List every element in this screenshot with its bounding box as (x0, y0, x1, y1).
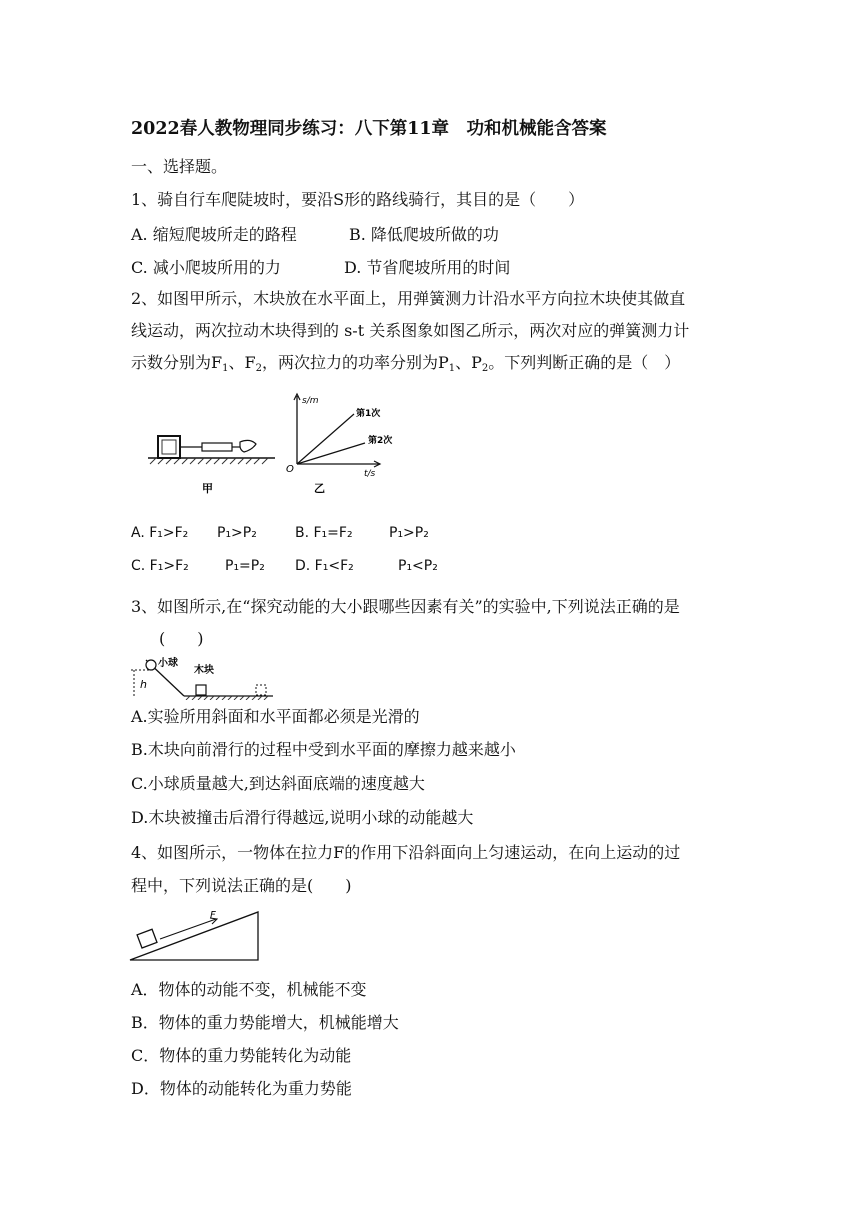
question-2-option-a-force: A. F₁>F₂ (131, 525, 189, 541)
jia-label: 甲 (202, 482, 213, 495)
question-3-stem: 3、如图所示,在“探究动能的大小跟哪些因素有关”的实验中,下列说法正确的是 (131, 597, 680, 616)
document-title: 2022春人教物理同步练习：八下第11章 功和机械能含答案 (131, 119, 607, 139)
q3-block-label: 木块 (194, 665, 214, 676)
question-1-option-d: D. 节省爬坡所用的时间 (344, 258, 511, 277)
question-3-paren: ( ) (159, 629, 204, 648)
jia-hand (240, 440, 256, 452)
question-4-option-b: B．物体的重力势能增大，机械能增大 (131, 1013, 399, 1032)
question-4-figure (128, 908, 263, 964)
q4-object (137, 929, 157, 948)
yi-series-2-line (297, 443, 365, 464)
q3-wood-block (196, 685, 206, 695)
yi-x-axis-label: t/s (364, 469, 376, 479)
question-1-option-c: C. 减小爬坡所用的力 (131, 258, 281, 277)
yi-label: 乙 (314, 482, 325, 495)
question-3-option-a: A.实验所用斜面和水平面都必须是光滑的 (131, 707, 420, 726)
question-2-option-d-power: P₁<P₂ (398, 558, 438, 574)
q3-ball (146, 660, 156, 670)
question-4-option-d: D．物体的动能转化为重力势能 (131, 1079, 352, 1098)
yi-series-1-line (297, 414, 354, 464)
question-2-option-c-power: P₁=P₂ (225, 558, 265, 574)
q3-h-label: h (140, 678, 147, 691)
question-1-stem: 1、骑自行车爬陡坡时，要沿S形的路线骑行，其目的是（ ） (131, 190, 585, 209)
question-1-option-a: A. 缩短爬坡所走的路程 (131, 225, 297, 244)
yi-series-1-label: 第1次 (356, 409, 381, 419)
question-2-option-d-force: D. F₁<F₂ (295, 558, 354, 574)
question-2-line-2: 线运动，两次拉动木块得到的 s-t 关系图象如图乙所示，两次对应的弹簧测力计 (131, 321, 690, 340)
question-3-figure (128, 654, 278, 700)
question-2-figure-svg (140, 388, 400, 498)
question-2-figure (140, 388, 400, 498)
section-heading: 一、选择题。 (131, 157, 228, 176)
question-1-option-b: B. 降低爬坡所做的功 (349, 225, 499, 244)
question-2-option-a-power: P₁>P₂ (217, 525, 257, 541)
question-4-figure-svg (128, 908, 263, 964)
question-3-option-c: C.小球质量越大,到达斜面底端的速度越大 (131, 774, 425, 793)
question-2-option-b-power: P₁>P₂ (389, 525, 429, 541)
jia-wood-block (158, 436, 180, 458)
question-4-option-a: A．物体的动能不变，机械能不变 (131, 980, 367, 999)
question-2-line-3: 示数分别为$F_1$、$F_2$，两次拉力的功率分别为$P_1$、$P_2$。下列判断正确的是（ ） (131, 353, 681, 374)
jia-spring-scale (202, 443, 232, 451)
q4-force-label: F (210, 910, 216, 921)
q3-block-moved (256, 685, 266, 695)
question-2-line-1: 2、如图甲所示，木块放在水平面上，用弹簧测力计沿水平方向拉木块使其做直 (131, 289, 686, 308)
question-4-line-2: 程中，下列说法正确的是( ) (131, 876, 352, 895)
question-2-option-c-force: C. F₁>F₂ (131, 558, 189, 574)
question-4-line-1: 4、如图所示，一物体在拉力F的作用下沿斜面向上匀速运动，在向上运动的过 (131, 843, 681, 862)
yi-series-2-label: 第2次 (368, 436, 393, 446)
question-3-option-d: D.木块被撞击后滑行得越远,说明小球的动能越大 (131, 808, 474, 827)
question-2-option-b-force: B. F₁=F₂ (295, 525, 353, 541)
q3-ball-label: 小球 (158, 658, 178, 669)
yi-y-axis-label: s/m (302, 396, 319, 406)
question-3-option-b: B.木块向前滑行的过程中受到水平面的摩擦力越来越小 (131, 740, 516, 759)
question-3-figure-svg (128, 654, 278, 700)
question-4-option-c: C．物体的重力势能转化为动能 (131, 1046, 352, 1065)
yi-origin-label: O (286, 464, 294, 475)
